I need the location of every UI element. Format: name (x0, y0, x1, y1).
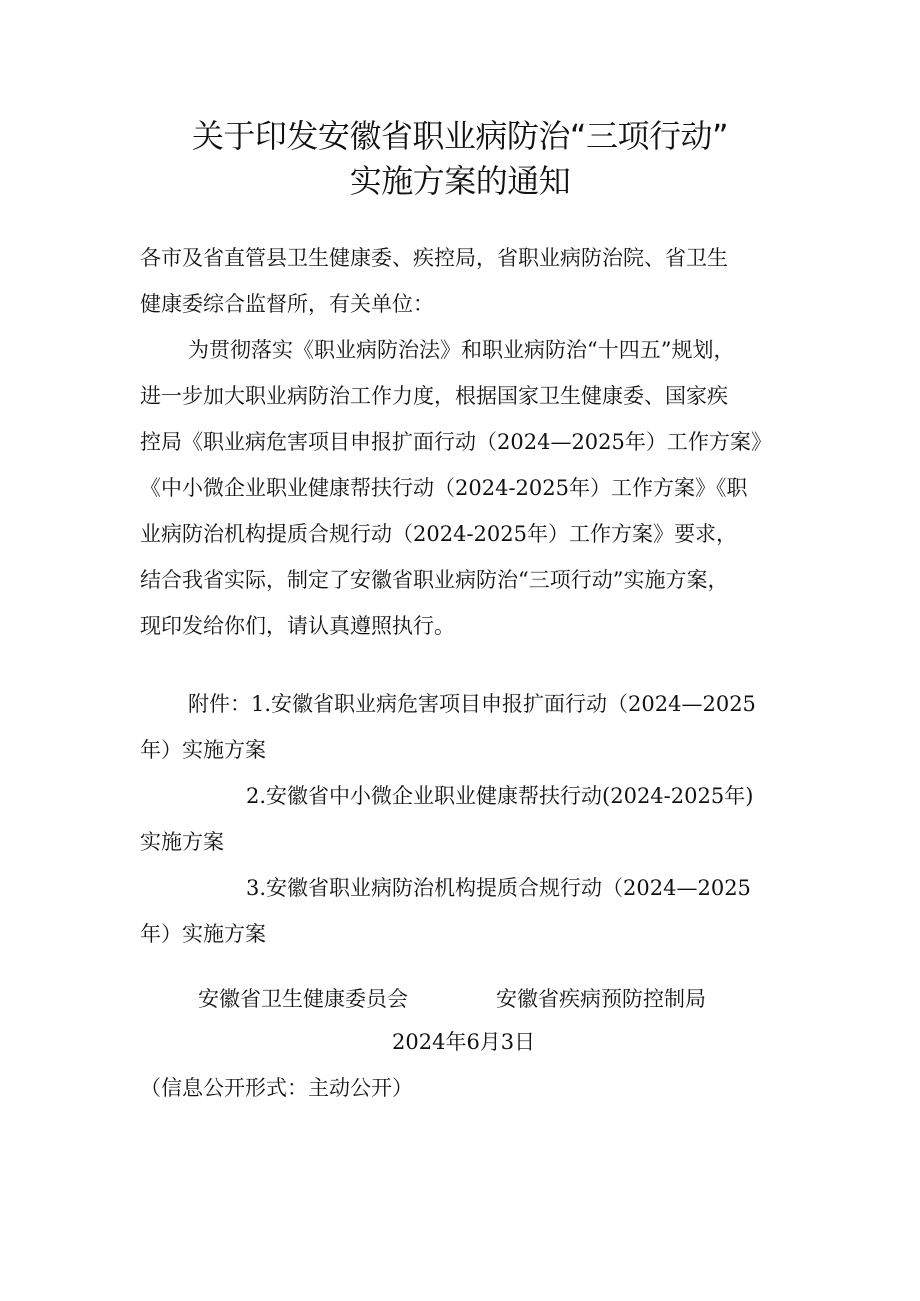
attachment-2-line-2: 实施方案 (140, 830, 224, 854)
attachment-1-line-2: 年）实施方案 (140, 738, 266, 762)
signature-date: 2024年6月3日 (392, 1030, 536, 1054)
body-paragraph-line-3: 控局《职业病危害项目申报扩面行动（2024—2025年）工作方案》 (140, 430, 772, 454)
body-paragraph-line-6: 结合我省实际，制定了安徽省职业病防治“三项行动”实施方案， (140, 568, 729, 592)
body-paragraph-line-7: 现印发给你们，请认真遵照执行。 (140, 614, 455, 638)
body-paragraph-line-4: 《中小微企业职业健康帮扶行动（2024-2025年）工作方案》《职 (140, 476, 748, 500)
signature-org-disease-control: 安徽省疾病预防控制局 (496, 987, 706, 1011)
attachment-3-line-2: 年）实施方案 (140, 922, 266, 946)
body-paragraph-line-5: 业病防治机构提质合规行动（2024-2025年）工作方案》要求， (140, 522, 737, 546)
body-paragraph-line-2: 进一步加大职业病防治工作力度，根据国家卫生健康委、国家疾 (140, 384, 728, 408)
attachment-1-line-1: 附件：1.安徽省职业病危害项目申报扩面行动（2024—2025 (188, 692, 756, 716)
document-title-line-2: 实施方案的通知 (349, 162, 571, 200)
body-paragraph-line-1: 为贯彻落实《职业病防治法》和职业病防治“十四五”规划， (188, 338, 735, 362)
signature-org-health-commission: 安徽省卫生健康委员会 (198, 987, 408, 1011)
document-title-line-1: 关于印发安徽省职业病防治“三项行动” (191, 117, 729, 155)
attachment-3-line-1: 3.安徽省职业病防治机构提质合规行动（2024—2025 (246, 876, 751, 900)
attachment-2-line-1: 2.安徽省中小微企业职业健康帮扶行动(2024-2025年) (246, 784, 754, 808)
disclosure-note: （信息公开形式：主动公开） (140, 1076, 413, 1100)
recipients-line-1: 各市及省直管县卫生健康委、疾控局，省职业病防治院、省卫生 (140, 246, 728, 270)
recipients-line-2: 健康委综合监督所，有关单位： (140, 292, 434, 316)
